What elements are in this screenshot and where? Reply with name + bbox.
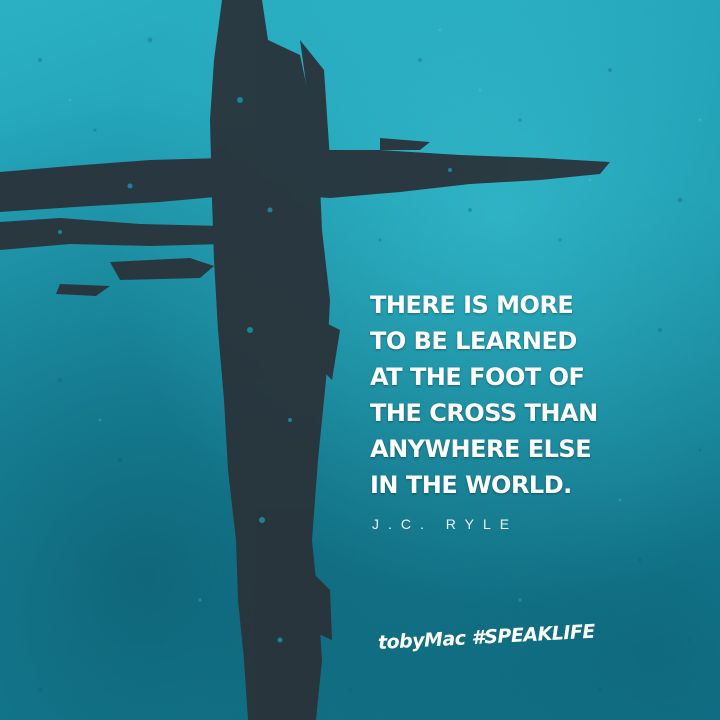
quote-line: TO BE LEARNED	[370, 327, 577, 355]
quote-line: THE CROSS THAN	[370, 399, 598, 427]
quote-author: J.C. RYLE	[372, 516, 519, 532]
quote-text	[370, 287, 670, 503]
quote-line: THERE IS MORE	[370, 291, 574, 319]
quote-line: AT THE FOOT OF	[370, 363, 585, 391]
quote-line: ANYWHERE ELSE	[370, 435, 592, 463]
brand-signature: tobyMac #SPEAKLIFE	[377, 620, 596, 654]
quote-line: IN THE WORLD.	[370, 471, 572, 499]
